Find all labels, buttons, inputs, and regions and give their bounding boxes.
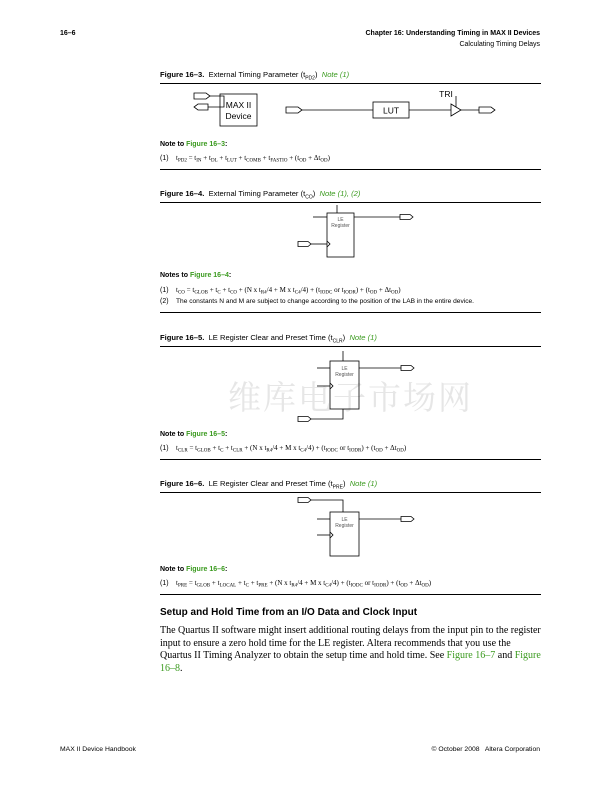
- chapter-title: Chapter 16: Understanding Timing in MAX II Devices: [365, 30, 540, 37]
- formula-subscript: OD: [320, 158, 328, 164]
- max-ii-device-box: [220, 94, 257, 126]
- note-number: (1): [160, 155, 169, 162]
- formula-subscript: OD: [375, 448, 383, 454]
- formula-term: /4 + M x t: [266, 286, 295, 294]
- formula-subscript: OD: [396, 448, 404, 454]
- formula-term: ): [428, 579, 432, 587]
- formula-subscript: R4: [291, 583, 298, 589]
- figure-caption: Figure 16–6. LE Register Clear and Preset Time $(t_{PRE})$ Note (1): [160, 479, 378, 491]
- figure-16-3-diagram: [160, 86, 541, 134]
- formula-subscript: IODC: [325, 448, 338, 454]
- clock-triangle-icon: [330, 532, 333, 538]
- figure-16-6-diagram: [290, 493, 430, 563]
- bidir-pin-icon: [194, 104, 208, 110]
- divider: [160, 312, 541, 313]
- formula-term: t: [176, 286, 178, 294]
- input-pin-icon: [286, 107, 302, 113]
- divider: [160, 169, 541, 170]
- figure-16-8-link[interactable]: Figure 16–8: [160, 650, 541, 674]
- tri-label: TRI: [439, 89, 453, 99]
- output-pin-icon: [401, 366, 414, 371]
- figure-link[interactable]: Figure 16–3: [186, 141, 225, 148]
- formula-subscript: LOCAL: [219, 583, 237, 589]
- divider: [160, 594, 541, 595]
- formula-term: + t: [223, 444, 233, 452]
- formula-subscript: IODR: [374, 583, 387, 589]
- register-label: Register: [335, 372, 354, 378]
- formula-subscript: C4: [300, 448, 307, 454]
- clock-triangle-icon: [327, 241, 330, 247]
- formula-term: + t: [210, 579, 220, 587]
- device-label: MAX II: [225, 100, 252, 110]
- note-number: (1): [160, 445, 169, 452]
- formula-term: + t: [217, 154, 228, 162]
- formula-term: ) + (t: [361, 444, 376, 452]
- input-pin-icon: [298, 417, 311, 422]
- formula-term: /4 + M x t: [272, 444, 301, 452]
- figure-16-7-link[interactable]: Figure 16–7: [446, 650, 496, 662]
- formula-subscript: C4: [294, 290, 301, 296]
- divider: [160, 83, 541, 84]
- formula-subscript: COMB: [246, 158, 261, 164]
- formula-subscript: PRE: [258, 583, 268, 589]
- register-label: LE: [337, 217, 344, 223]
- formula-subscript: CO: [230, 290, 238, 296]
- formula-subscript: IODR: [349, 448, 362, 454]
- formula: [160, 154, 330, 164]
- input-pin-icon: [298, 242, 311, 247]
- page-number: 16–6: [60, 30, 76, 37]
- formula-term: + t: [210, 444, 221, 452]
- formula-subscript: GLOB: [194, 290, 208, 296]
- formula-subscript: C: [245, 583, 249, 589]
- formula-term: + t: [236, 154, 247, 162]
- formula: [160, 444, 406, 454]
- clock-triangle-icon: [330, 383, 333, 389]
- formula-term: /4 + M x t: [297, 579, 326, 587]
- register-label: Register: [331, 223, 350, 229]
- formula-subscript: R4: [260, 290, 267, 296]
- formula: [160, 579, 431, 589]
- divider: [160, 459, 541, 460]
- note-2: (2) The constants N and M are subject to change according to the position of the LAB in the entire device.: [160, 298, 474, 305]
- formula-term: or t: [362, 579, 375, 587]
- formula-term: + Δt: [377, 286, 392, 294]
- register-label: Register: [335, 523, 354, 529]
- formula-subscript: PRE: [177, 583, 188, 589]
- formula-subscript: C: [220, 448, 224, 454]
- formula-subscript: DL: [210, 158, 218, 164]
- formula-term: ): [398, 286, 401, 294]
- figure-link[interactable]: Figure 16–6: [186, 566, 225, 573]
- formula-term: ): [403, 444, 407, 452]
- formula-term: = t: [184, 286, 195, 294]
- footer-right: © October 2008 Altera Corporation: [431, 746, 540, 753]
- formula-subscript: IN: [196, 158, 202, 164]
- formula-term: = t: [186, 154, 197, 162]
- figure-notes-heading: Notes to Figure 16–4:: [160, 272, 232, 279]
- register-label: LE: [341, 517, 348, 523]
- formula-subscript: PD2: [177, 158, 187, 164]
- figure-caption: Figure 16–4. External Timing Parameter $(t_{CO})$ Note (1), (2): [160, 189, 361, 201]
- formula-subscript: CLR: [177, 448, 188, 454]
- formula-term: + t: [201, 154, 211, 162]
- figure-notes-heading: Note to Figure 16–6:: [160, 566, 228, 573]
- formula-term: /4) + (t: [300, 286, 321, 294]
- register-label: LE: [341, 366, 348, 372]
- formula-subscript: OD: [421, 583, 429, 589]
- note-link[interactable]: Note (1): [349, 479, 378, 488]
- formula-subscript: IODC: [350, 583, 363, 589]
- note-link[interactable]: Note (1), (2): [319, 189, 361, 198]
- formula-term: /4) + (t: [306, 444, 326, 452]
- output-pin-icon: [479, 107, 495, 113]
- lut-label: LUT: [382, 105, 400, 116]
- formula-subscript: IODR: [343, 290, 356, 296]
- footer-left: MAX II Device Handbook: [60, 746, 136, 753]
- formula-subscript: OD: [369, 290, 378, 296]
- formula-term: + (N x t: [242, 444, 267, 452]
- formula-term: ) + (t: [355, 286, 370, 294]
- figure-16-5-diagram: [290, 347, 430, 427]
- formula-subscript: OD: [391, 290, 399, 296]
- input-pin-icon: [298, 498, 311, 503]
- formula-term: /4) + (t: [331, 579, 351, 587]
- figure-caption: Figure 16–5. LE Register Clear and Preset Time $(t_{CLR})$ Note (1): [160, 333, 377, 345]
- figure-16-4-diagram: [290, 203, 420, 263]
- formula-term: + t: [248, 579, 259, 587]
- note-link[interactable]: Note (1): [349, 333, 377, 342]
- figure-caption: Figure 16–3. External Timing Parameter $(t_{PD2})$ Note (1): [160, 70, 350, 82]
- figure-link[interactable]: Figure 16–5: [186, 431, 225, 438]
- formula-term: + Δt: [382, 444, 397, 452]
- formula-term: + Δt: [306, 154, 321, 162]
- formula-term: + (N x t: [237, 286, 261, 294]
- formula-subscript: OD: [400, 583, 408, 589]
- formula-term: t: [176, 579, 178, 587]
- formula-subscript: CO: [177, 290, 185, 296]
- note-link[interactable]: Note (1): [321, 70, 350, 79]
- formula-term: + t: [207, 286, 218, 294]
- section-heading: Setup and Hold Time from an I/O Data and Clock Input: [160, 607, 418, 618]
- formula-subscript: LUT: [227, 158, 237, 164]
- note-number: (1): [160, 287, 169, 294]
- output-pin-icon: [401, 517, 414, 522]
- formula-term: + (t: [287, 154, 300, 162]
- formula-term: + t: [220, 286, 231, 294]
- formula-term: + t: [260, 154, 271, 162]
- output-pin-icon: [400, 215, 413, 220]
- formula-subscript: R4: [266, 448, 273, 454]
- watermark: 维库电子市场网: [228, 378, 473, 417]
- formula-subscript: C4: [325, 583, 332, 589]
- formula-subscript: OD: [299, 158, 307, 164]
- section-body: The Quartus II software might insert additional routing delays from the input pin to the register input to ensure a zero hold time for the LE register. Altera recommends that you use the Quartus II Timing Analyzer to obtain the setup time and hold time. See Figure 16–7 and Figure 16–8.: [160, 625, 541, 674]
- formula-term: + Δt: [407, 579, 422, 587]
- formula-subscript: GLOB: [196, 583, 211, 589]
- formula-term: + t: [236, 579, 246, 587]
- device-label: Device: [225, 111, 252, 121]
- formula-term: ): [327, 154, 330, 162]
- formula-term: = t: [187, 579, 197, 587]
- formula-term: + (N x t: [267, 579, 292, 587]
- figure-notes-heading: Note to Figure 16–5:: [160, 431, 228, 438]
- formula-term: t: [176, 444, 178, 452]
- formula: [160, 286, 401, 296]
- formula-subscript: FASTIO: [270, 158, 288, 164]
- section-title: Calculating Timing Delays: [459, 41, 540, 48]
- figure-notes-heading: Note to Figure 16–3:: [160, 141, 228, 148]
- formula-term: t: [176, 154, 178, 162]
- formula-subscript: IODC: [320, 290, 333, 296]
- input-pin-icon: [194, 93, 210, 99]
- figure-link[interactable]: Figure 16–4: [189, 272, 229, 279]
- formula-term: or t: [337, 444, 350, 452]
- formula-subscript: GLOB: [197, 448, 211, 454]
- formula-term: = t: [187, 444, 198, 452]
- formula-subscript: CLR: [232, 448, 243, 454]
- formula-term: or t: [332, 286, 344, 294]
- note-number: (1): [160, 580, 169, 587]
- formula-term: ) + (t: [386, 579, 401, 587]
- formula-subscript: C: [217, 290, 221, 296]
